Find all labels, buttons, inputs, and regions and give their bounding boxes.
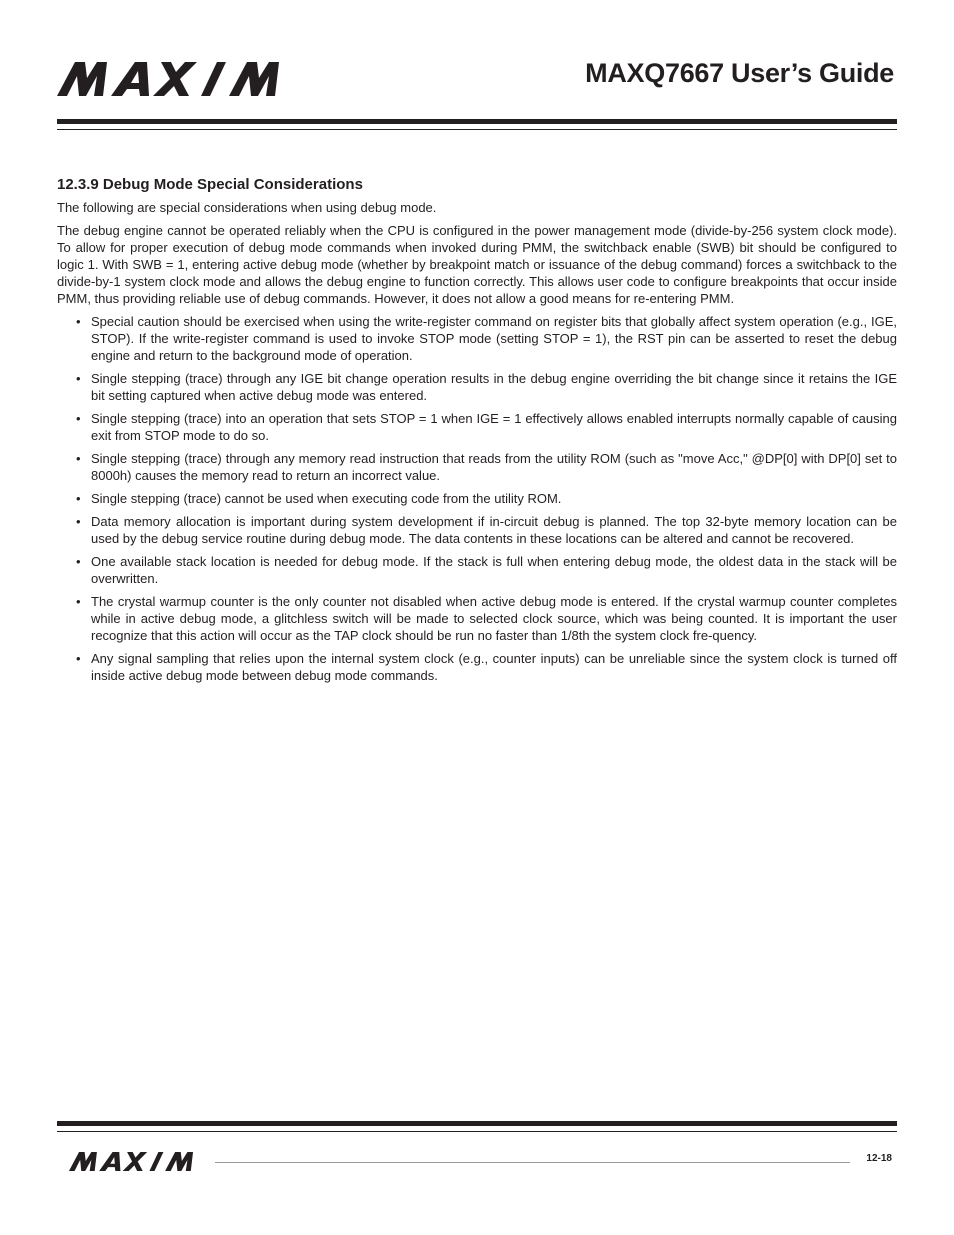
bullet-icon: • [76, 651, 81, 666]
list-item [57, 513, 897, 547]
list-item [57, 370, 897, 404]
list-item-text: Data memory allocation is important during system development if in-circuit debug is planned. The top 32-byte memory location can be used by the debug service routine during debug mode. The data contents in these locations can be altered and cannot be recovered. [91, 514, 897, 546]
bullet-icon: • [76, 314, 81, 329]
maxim-logo [57, 62, 325, 96]
list-item [57, 410, 897, 444]
list-item-text: One available stack location is needed for debug mode. If the stack is full when entering debug mode, the oldest data in the stack will be overwritten. [91, 554, 897, 586]
document-title: MAXQ7667 User’s Guide [585, 58, 894, 88]
list-item [57, 313, 897, 364]
header-rule-thick [57, 119, 897, 124]
bullet-icon: • [76, 514, 81, 529]
list-item-text: Any signal sampling that relies upon the internal system clock (e.g., counter inputs) can be unreliable since the system clock is turned off inside active debug mode between debug mode commands. [91, 651, 897, 683]
bullet-icon: • [76, 451, 81, 466]
list-item [57, 553, 897, 587]
maxim-logo-footer [57, 1152, 205, 1171]
bullet-icon: • [76, 411, 81, 426]
footer-rule-thick [57, 1121, 897, 1126]
section-heading: 12.3.9 Debug Mode Special Considerations [57, 176, 363, 193]
bullet-icon: • [76, 491, 81, 506]
content-area [57, 176, 897, 690]
footer-divider [215, 1162, 850, 1163]
list-item-text: The crystal warmup counter is the only counter not disabled when active debug mode is entered. If the crystal warmup counter completes while in active debug mode, a glitchless switch will be made to selected clock source, which was being counted. It is important the user recognize that this action will occur as the TAP clock should be run no faster than 1/8th the system clock fre-quency. [91, 594, 897, 643]
list-item [57, 490, 897, 507]
bullet-icon: • [76, 371, 81, 386]
body-paragraph: The debug engine cannot be operated reliably when the CPU is configured in the power management mode (divide-by-256 system clock mode). To allow for proper execution of debug mode commands when invoked during PMM, the switchback enable (SWB) bit should be configured to logic 1. With SWB = 1, entering active debug mode (whether by breakpoint match or issuance of the debug command) forces a switchback to the divide-by-1 system clock mode and allows the debug engine to function correctly. This allows user code to configure breakpoints that occur inside PMM, thus providing reliable use of debug commands. However, it does not allow a good means for re-entering PMM. [57, 223, 897, 306]
bullet-icon: • [76, 554, 81, 569]
header-rule-thin [57, 129, 897, 130]
bullet-icon: • [76, 594, 81, 609]
list-item [57, 450, 897, 484]
intro-paragraph: The following are special considerations when using debug mode. [57, 200, 437, 215]
list-item-text: Special caution should be exercised when using the write-register command on register bits that globally affect system operation (e.g., IGE, STOP). If the write-register command is used to invoke STOP mode (setting STOP = 1), the RST pin can be asserted to reset the debug engine and return to the background mode of operation. [91, 314, 897, 363]
list-item-text: Single stepping (trace) cannot be used when executing code from the utility ROM. [91, 491, 562, 506]
list-item [57, 650, 897, 684]
page-number: 12-18 [866, 1153, 892, 1164]
list-item-text: Single stepping (trace) through any IGE bit change operation results in the debug engine overriding the bit change since it retains the IGE bit setting captured when active debug mode was entered. [91, 371, 897, 403]
considerations-list [57, 313, 897, 684]
footer-rule-thin [57, 1131, 897, 1132]
list-item [57, 593, 897, 644]
list-item-text: Single stepping (trace) into an operation that sets STOP = 1 when IGE = 1 effectively allows enabled interrupts normally capable of causing exit from STOP mode to do so. [91, 411, 897, 443]
list-item-text: Single stepping (trace) through any memory read instruction that reads from the utility ROM (such as "move Acc," @DP[0] with DP[0] set to 8000h) causes the memory read to return an incorrect value. [91, 451, 897, 483]
